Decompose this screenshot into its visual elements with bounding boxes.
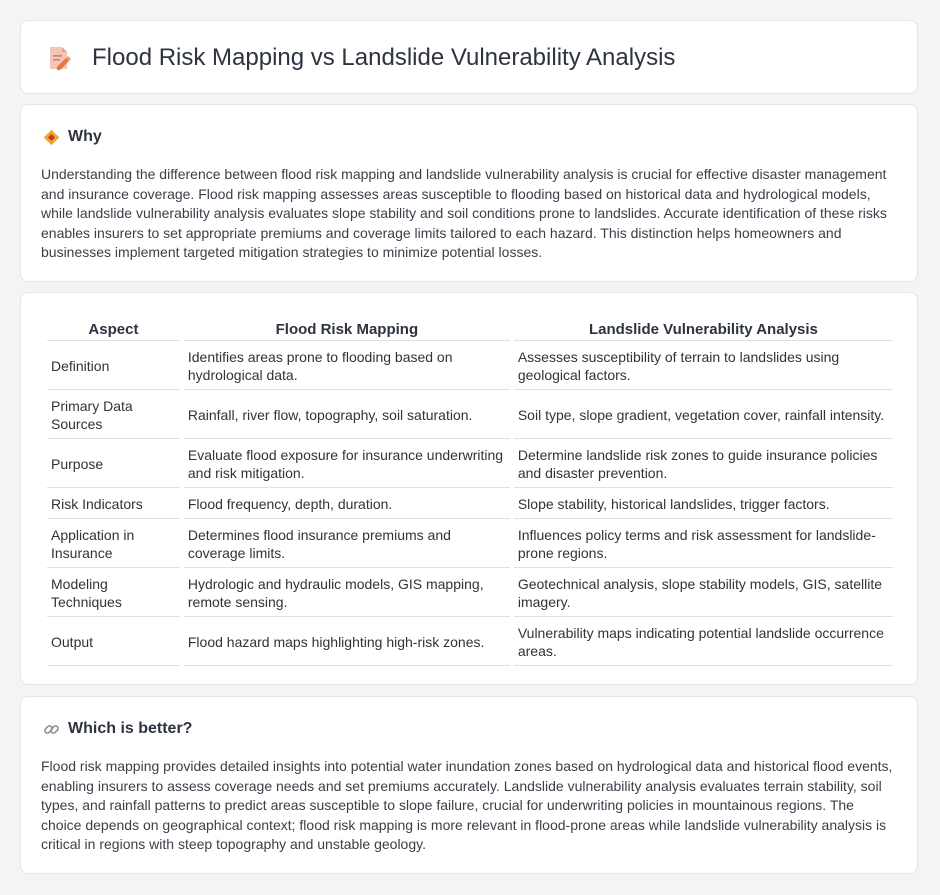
cell-aspect: Modeling Techniques xyxy=(47,570,180,617)
cell-flood: Rainfall, river flow, topography, soil saturation. xyxy=(184,392,510,439)
cell-aspect: Application in Insurance xyxy=(47,521,180,568)
header-flood: Flood Risk Mapping xyxy=(184,317,510,341)
why-title: Why xyxy=(68,128,102,145)
cell-landslide: Soil type, slope gradient, vegetation cover, rainfall intensity. xyxy=(514,392,893,439)
better-heading xyxy=(43,719,192,739)
cell-landslide: Vulnerability maps indicating potential landslide occurrence areas. xyxy=(514,619,893,666)
why-heading xyxy=(43,127,102,147)
table-row xyxy=(47,619,893,666)
cell-flood: Flood frequency, depth, duration. xyxy=(184,490,510,519)
link-icon xyxy=(43,721,60,738)
cell-landslide: Geotechnical analysis, slope stability models, GIS, satellite imagery. xyxy=(514,570,893,617)
header-card xyxy=(20,20,918,94)
cell-landslide: Determine landslide risk zones to guide insurance policies and disaster prevention. xyxy=(514,441,893,488)
cell-aspect: Risk Indicators xyxy=(47,490,180,519)
cell-aspect: Definition xyxy=(47,343,180,390)
document-edit-icon xyxy=(47,45,71,71)
which-better-section xyxy=(20,696,918,874)
table-row xyxy=(47,521,893,568)
why-text: Understanding the difference between flood risk mapping and landslide vulnerability analysis is crucial for effective disaster management and insurance coverage. Flood risk mapping assesses areas susceptible to flooding based on historical data and hydrological models, while landslide vulnerability analysis evaluates slope stability and soil conditions prone to landslides. Accurate identification of these risks enables insurers to set appropriate premiums and coverage limits tailored to each hazard. This distinction helps homeowners and businesses implement targeted mitigation strategies to minimize potential losses. xyxy=(41,166,887,260)
comparison-table xyxy=(43,315,897,668)
cell-flood: Flood hazard maps highlighting high-risk zones. xyxy=(184,619,510,666)
cell-aspect: Output xyxy=(47,619,180,666)
better-title: Which is better? xyxy=(68,720,193,737)
cell-aspect: Primary Data Sources xyxy=(47,392,180,439)
warning-diamond-icon xyxy=(43,129,60,146)
comparison-table-card xyxy=(20,292,918,685)
table-row xyxy=(47,570,893,617)
cell-flood: Evaluate flood exposure for insurance underwriting and risk mitigation. xyxy=(184,441,510,488)
table-header-row xyxy=(47,317,893,341)
cell-flood: Determines flood insurance premiums and coverage limits. xyxy=(184,521,510,568)
cell-landslide: Slope stability, historical landslides, trigger factors. xyxy=(514,490,893,519)
table-row xyxy=(47,392,893,439)
why-section xyxy=(20,104,918,282)
cell-flood: Hydrologic and hydraulic models, GIS mapping, remote sensing. xyxy=(184,570,510,617)
better-text: Flood risk mapping provides detailed insights into potential water inundation zones based on hydrological data and historical flood events, enabling insurers to assess coverage needs and set premiums accurately. Landslide vulnerability analysis evaluates terrain stability, soil types, and rainfall patterns to predict areas susceptible to slope failure, crucial for underwriting policies in mountainous regions. The choice depends on geographical context; flood risk mapping is more relevant in flood-prone areas while landslide vulnerability analysis is critical in regions with steep topography and unstable geology. xyxy=(41,758,893,852)
table-row xyxy=(47,343,893,390)
cell-aspect: Purpose xyxy=(47,441,180,488)
page-title: Flood Risk Mapping vs Landslide Vulnerability Analysis xyxy=(92,44,676,71)
table-row xyxy=(47,490,893,519)
header-landslide: Landslide Vulnerability Analysis xyxy=(514,317,893,341)
table-row xyxy=(47,441,893,488)
header-aspect: Aspect xyxy=(47,317,180,341)
cell-landslide: Influences policy terms and risk assessment for landslide-prone regions. xyxy=(514,521,893,568)
cell-flood: Identifies areas prone to flooding based on hydrological data. xyxy=(184,343,510,390)
cell-landslide: Assesses susceptibility of terrain to landslides using geological factors. xyxy=(514,343,893,390)
